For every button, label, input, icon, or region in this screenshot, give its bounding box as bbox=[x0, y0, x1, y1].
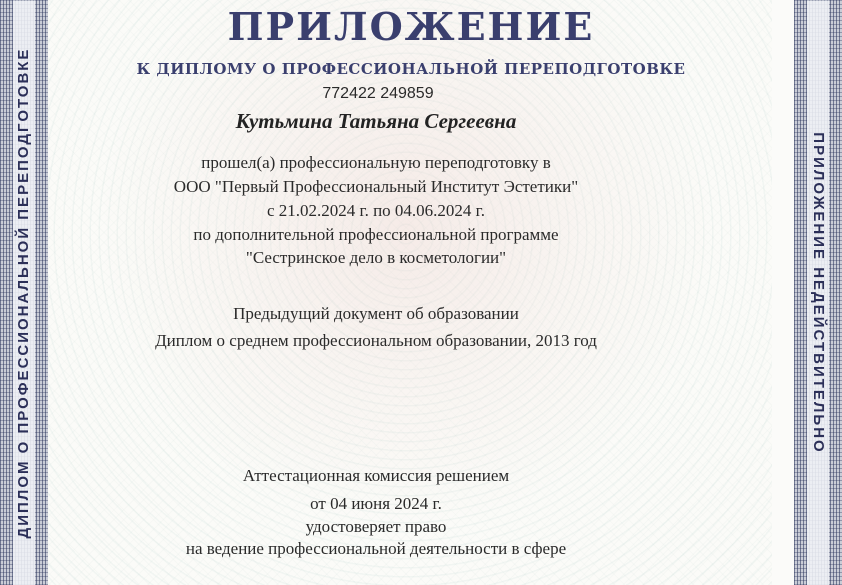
previous-document-value: Диплом о среднем профессиональном образовании, 2013 год bbox=[155, 331, 597, 350]
attestation-line: Аттестационная комиссия решением bbox=[242, 466, 510, 485]
diploma-number: 772422 249859 bbox=[322, 85, 434, 102]
previous-document-label: Предыдущий документ об образовании bbox=[233, 304, 519, 323]
document-title: ПРИЛОЖЕНИЕ bbox=[227, 4, 595, 49]
attestation-date: от 04 июня 2024 г. bbox=[310, 494, 442, 513]
institution-name: ООО "Первый Профессиональный Институт Эстетики" bbox=[173, 177, 579, 196]
right-border-text: ПРИЛОЖЕНИЕ НЕДЕЙСТВИТЕЛЬНО bbox=[807, 0, 829, 585]
program-label: по дополнительной профессиональной программе bbox=[193, 225, 559, 244]
document-content bbox=[48, 0, 794, 585]
attestation-line: на ведение профессиональной деятельности в сфере bbox=[185, 539, 567, 558]
document-subtitle: К ДИПЛОМУ О ПРОФЕССИОНАЛЬНОЙ ПЕРЕПОДГОТОВКЕ bbox=[136, 60, 686, 78]
training-text-line: прошел(а) профессиональную переподготовку в bbox=[201, 153, 551, 172]
right-security-border bbox=[794, 0, 842, 585]
left-border-text: ДИПЛОМ О ПРОФЕССИОНАЛЬНОЙ ПЕРЕПОДГОТОВКЕ bbox=[13, 0, 35, 585]
attestation-line: удостоверяет право bbox=[305, 517, 447, 536]
training-period: с 21.02.2024 г. по 04.06.2024 г. bbox=[266, 201, 485, 220]
program-name: "Сестринское дело в косметологии" bbox=[245, 248, 507, 267]
left-security-border bbox=[0, 0, 48, 585]
holder-name: Кутьмина Татьяна Сергеевна bbox=[235, 109, 517, 133]
